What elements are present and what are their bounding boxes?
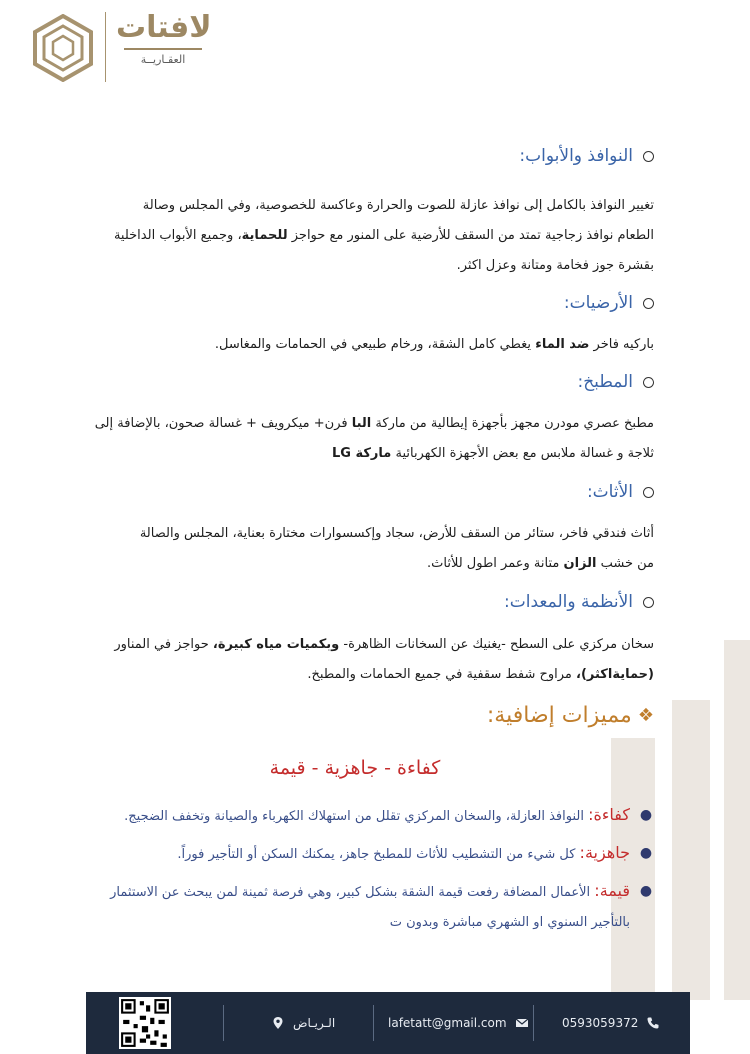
extras-tagline: كفاءة - جاهزية - قيمة — [269, 757, 441, 779]
decor-stripe — [672, 700, 710, 1000]
qr-code-icon — [119, 997, 171, 1049]
dot-bullet-icon: ● — [639, 845, 653, 861]
section-heading-kitchen: المطبخ: — [577, 372, 654, 392]
footer-divider — [373, 1005, 374, 1041]
phone-icon — [646, 1016, 660, 1030]
location-pin-icon — [271, 1016, 285, 1030]
circle-bullet-icon — [643, 487, 654, 498]
mail-icon — [515, 1016, 529, 1030]
list-item: ● قيمة: الأعمال المضافة رفعت قيمة الشقة بشكل كبير، وهي فرصة ثمينة لمن يبحث عن الاستثمار بالتأجير السنوي او الشهري مباشرة وبدون ت — [56, 876, 654, 938]
hexagon-logo-icon — [32, 14, 94, 82]
brand-underline — [124, 48, 202, 50]
contact-footer — [86, 992, 690, 1054]
circle-bullet-icon — [643, 377, 654, 388]
list-item: ● كفاءة: النوافذ العازلة، والسخان المركزي تقلل من استهلاك الكهرباء والصيانة وتخفف الضجيج. — [56, 800, 654, 832]
email-link[interactable]: lafetatt@gmail.com — [388, 1012, 529, 1034]
circle-bullet-icon — [643, 597, 654, 608]
brand-subtitle: العقـاريــة — [140, 53, 186, 66]
section-body-furniture: أثاث فندقي فاخر، ستائر من السقف للأرض، سجاد وإكسسوارات مختارة بعناية، المجلس والصالة من خشب الزان متانة وعمر اطول للأثاث. — [139, 526, 654, 571]
circle-bullet-icon — [643, 298, 654, 309]
footer-divider — [223, 1005, 224, 1041]
section-heading-furniture: الأثاث: — [587, 482, 654, 502]
list-item: ● جاهزية: كل شيء من التشطيب للأثاث للمطبخ جاهز، يمكنك السكن أو التأجير فوراً. — [56, 838, 654, 870]
brand-name: لافتات — [116, 10, 212, 45]
section-body-kitchen: مطبخ عصري مودرن مجهز بأجهزة إيطالية من ماركة البا فرن+ ميكرويف + غسالة صحون، بالإضافة إلى ثلاجة و غسالة ملابس مع بعض الأجهزة الكهربائية ماركة LG — [94, 416, 654, 461]
decor-stripe — [724, 640, 750, 1000]
extras-heading: ❖ مميزات إضافية: — [486, 703, 654, 728]
diamond-bullet-icon: ❖ — [637, 705, 654, 726]
circle-bullet-icon — [643, 151, 654, 162]
section-body-floors: باركيه فاخر ضد الماء يغطي كامل الشقة، ورخام طبيعي في الحمامات والمغاسل. — [214, 337, 654, 352]
location-link[interactable]: الـريـاض — [271, 1012, 335, 1034]
section-heading-systems: الأنظمة والمعدات: — [504, 592, 654, 612]
footer-divider — [533, 1005, 534, 1041]
dot-bullet-icon: ● — [639, 807, 653, 823]
logo-divider — [105, 12, 106, 82]
section-heading-windows: النوافذ والأبواب: — [519, 146, 654, 166]
dot-bullet-icon: ● — [639, 883, 653, 899]
section-body-windows: تغيير النوافذ بالكامل إلى نوافذ عازلة للصوت والحرارة وعاكسة للخصوصية، وفي المجلس وصالة الطعام نوافذ زجاجية تمتد من السقف للأرضية على المنور مع حواجز للحماية، وجميع الأبواب الداخلية بقشرة جوز فخامة ومتانة وعزل اكثر. — [113, 198, 654, 273]
section-body-systems: سخان مركزي على السطح -يغنيك عن السخانات الظاهرة- وبكميات مياه كبيرة، حواجز في المناور (حمايةاكثر)، مراوح شفط سقفية في جميع الحمامات والمطبخ. — [114, 637, 654, 682]
section-heading-floors: الأرضيات: — [564, 293, 654, 313]
phone-link[interactable]: 0593059372 — [562, 1012, 660, 1034]
